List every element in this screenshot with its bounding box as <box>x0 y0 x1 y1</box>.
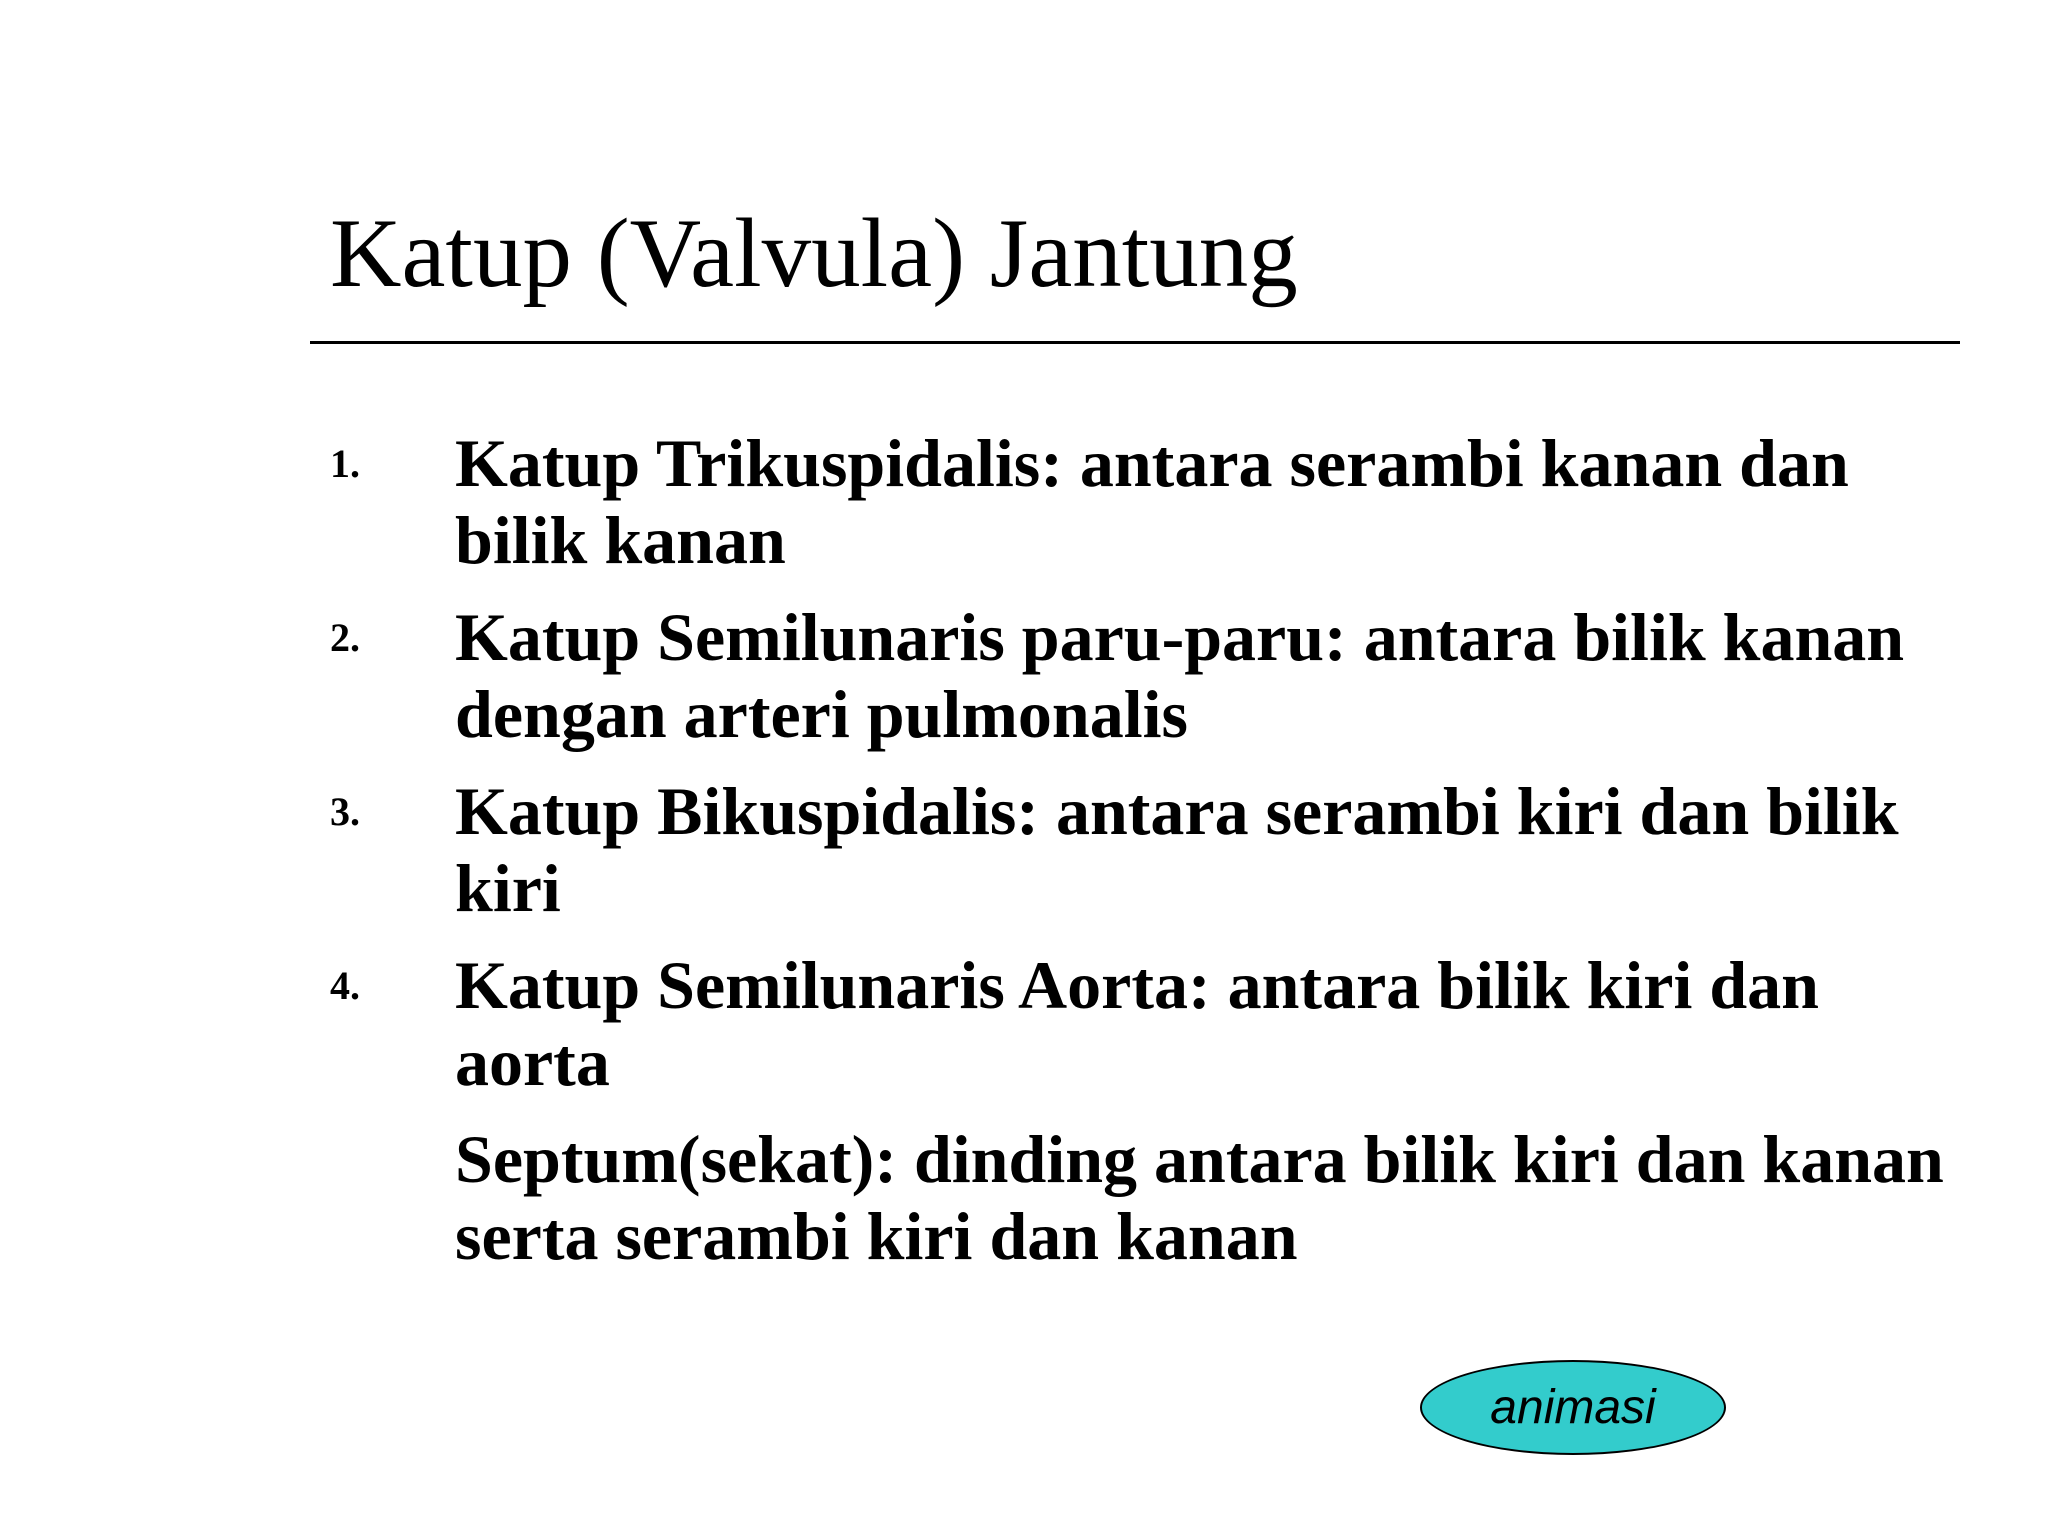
list-item <box>330 773 1950 927</box>
valve-list <box>330 425 1950 1295</box>
list-item-number: 4. <box>330 963 360 1008</box>
list-item-text: Katup Trikuspidalis: antara serambi kanan dan bilik kanan <box>455 425 1849 578</box>
list-item-number: 2. <box>330 615 360 660</box>
list-item-text: Septum(sekat): dinding antara bilik kiri dan kanan serta serambi kiri dan kanan <box>455 1121 1944 1274</box>
slide-title: Katup (Valvula) Jantung <box>330 199 1298 308</box>
list-item-text: Katup Semilunaris paru-paru: antara bilik kanan dengan arteri pulmonalis <box>455 599 1905 752</box>
list-item <box>330 947 1950 1101</box>
list-item <box>330 425 1950 579</box>
list-item <box>330 1121 1950 1275</box>
list-item-number: 1. <box>330 441 360 486</box>
list-item <box>330 599 1950 753</box>
list-item-text: Katup Semilunaris Aorta: antara bilik kiri dan aorta <box>455 947 1819 1100</box>
list-item-text: Katup Bikuspidalis: antara serambi kiri dan bilik kiri <box>455 773 1899 926</box>
title-divider <box>310 341 1960 344</box>
list-item-number: 3. <box>330 789 360 834</box>
animasi-button[interactable]: animasi <box>1420 1360 1726 1455</box>
